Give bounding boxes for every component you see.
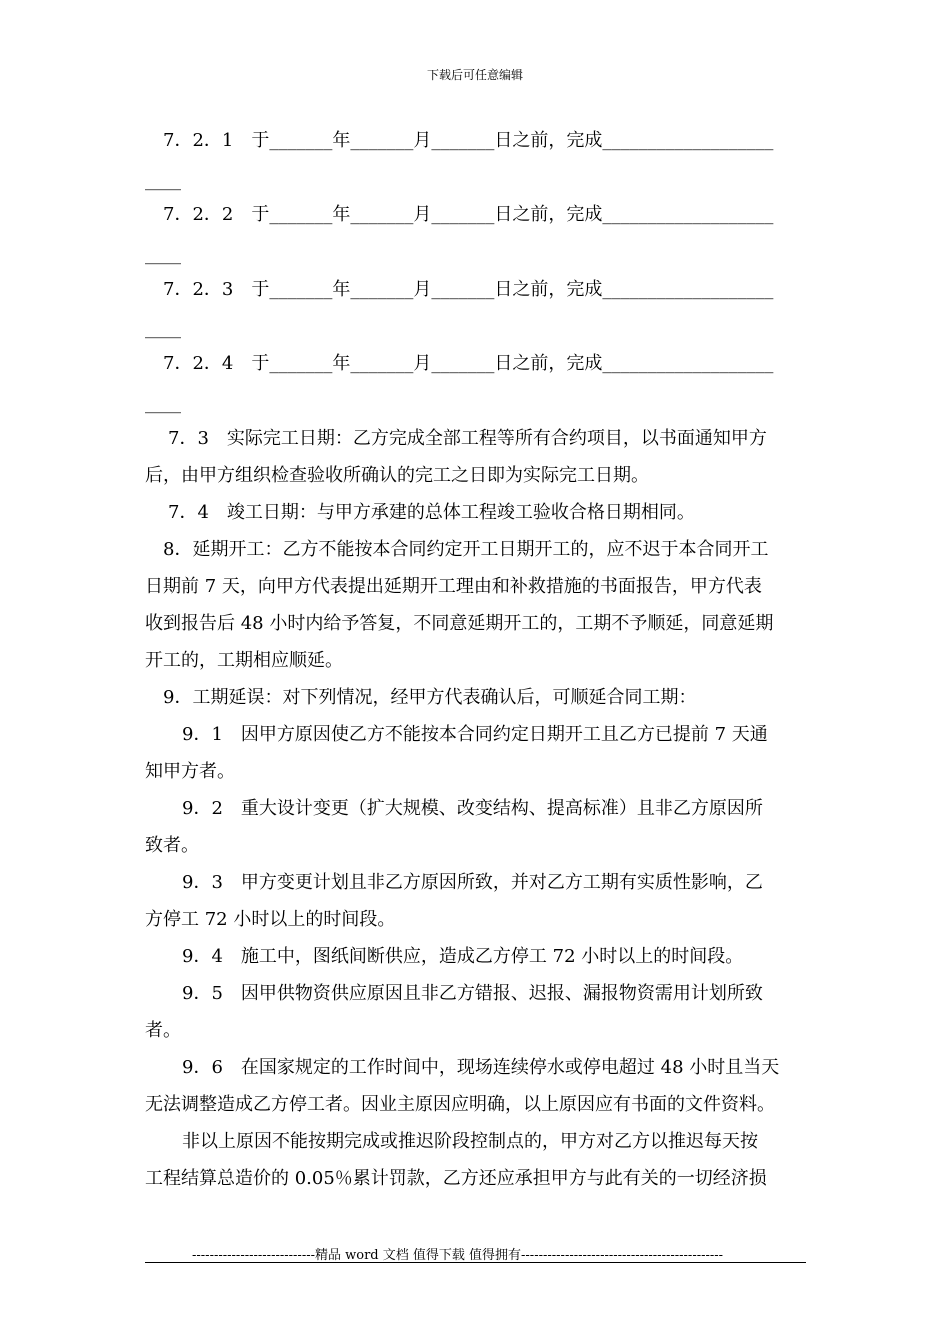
clause-7-2-2: 7．2．2 于_______年_______月_______日之前，完成___________________ xyxy=(163,204,774,225)
page-header: 下载后可任意编辑 xyxy=(426,68,523,82)
penalty-paragraph: 非以上原因不能按期完成或推迟阶段控制点的，甲方对乙方以推迟每天按 xyxy=(182,1131,758,1152)
clause-9-1: 9．1 因甲方原因使乙方不能按本合同约定日期开工且乙方已提前 7 天通 xyxy=(182,724,768,745)
clause-9-3: 9．3 甲方变更计划且非乙方原因所致，并对乙方工期有实质性影响，乙 xyxy=(182,872,763,893)
clause-7-2-4-cont: ____ xyxy=(145,393,181,414)
clause-9: 9．工期延误：对下列情况，经甲方代表确认后，可顺延合同工期： xyxy=(163,687,697,708)
clause-7-2-1: 7．2．1 于_______年_______月_______日之前，完成___________________ xyxy=(163,130,774,151)
clause-7-3: 7．3 实际完工日期：乙方完成全部工程等所有合约项目，以书面通知甲方 xyxy=(168,428,767,449)
clause-9-2-cont: 致者。 xyxy=(145,835,199,856)
clause-8-line-3: 收到报告后 48 小时内给予答复，不同意延期开工的，工期不予顺延，同意延期 xyxy=(145,613,774,634)
clause-7-3-cont: 后，由甲方组织检查验收所确认的完工之日即为实际完工日期。 xyxy=(145,465,649,486)
clause-9-4: 9．4 施工中，图纸间断供应，造成乙方停工 72 小时以上的时间段。 xyxy=(182,946,744,967)
clause-8-line-2: 日期前 7 天，向甲方代表提出延期开工理由和补救措施的书面报告，甲方代表 xyxy=(145,576,762,597)
clause-7-2-4: 7．2．4 于_______年_______月_______日之前，完成___________________ xyxy=(163,353,774,374)
clause-9-1-cont: 知甲方者。 xyxy=(145,761,235,782)
clause-9-6-cont: 无法调整造成乙方停工者。因业主原因应明确，以上原因应有书面的文件资料。 xyxy=(145,1094,775,1115)
clause-7-2-3: 7．2．3 于_______年_______月_______日之前，完成___________________ xyxy=(163,279,774,300)
page-footer: ----------------------------精品 word 文档 值得下载 值得拥有---------------------------------------------- xyxy=(192,1248,724,1263)
clause-9-2: 9．2 重大设计变更（扩大规模、改变结构、提高标准）且非乙方原因所 xyxy=(182,798,763,819)
clause-7-2-3-cont: ____ xyxy=(145,318,181,339)
clause-7-2-1-cont: ____ xyxy=(145,170,181,191)
footer-rule xyxy=(145,1262,806,1263)
clause-7-2-2-cont: ____ xyxy=(145,244,181,265)
clause-8: 8．延期开工：乙方不能按本合同约定开工日期开工的，应不迟于本合同开工 xyxy=(163,539,769,560)
penalty-paragraph-cont: 工程结算总造价的 0.05％累计罚款，乙方还应承担甲方与此有关的一切经济损 xyxy=(145,1168,767,1189)
clause-7-4: 7．4 竣工日期：与甲方承建的总体工程竣工验收合格日期相同。 xyxy=(168,502,695,523)
clause-9-6: 9．6 在国家规定的工作时间中，现场连续停水或停电超过 48 小时且当天 xyxy=(182,1057,780,1078)
clause-9-3-cont: 方停工 72 小时以上的时间段。 xyxy=(145,909,396,930)
clause-8-line-4: 开工的，工期相应顺延。 xyxy=(145,650,343,671)
clause-9-5: 9．5 因甲供物资供应原因且非乙方错报、迟报、漏报物资需用计划所致 xyxy=(182,983,763,1004)
clause-9-5-cont: 者。 xyxy=(145,1020,181,1041)
